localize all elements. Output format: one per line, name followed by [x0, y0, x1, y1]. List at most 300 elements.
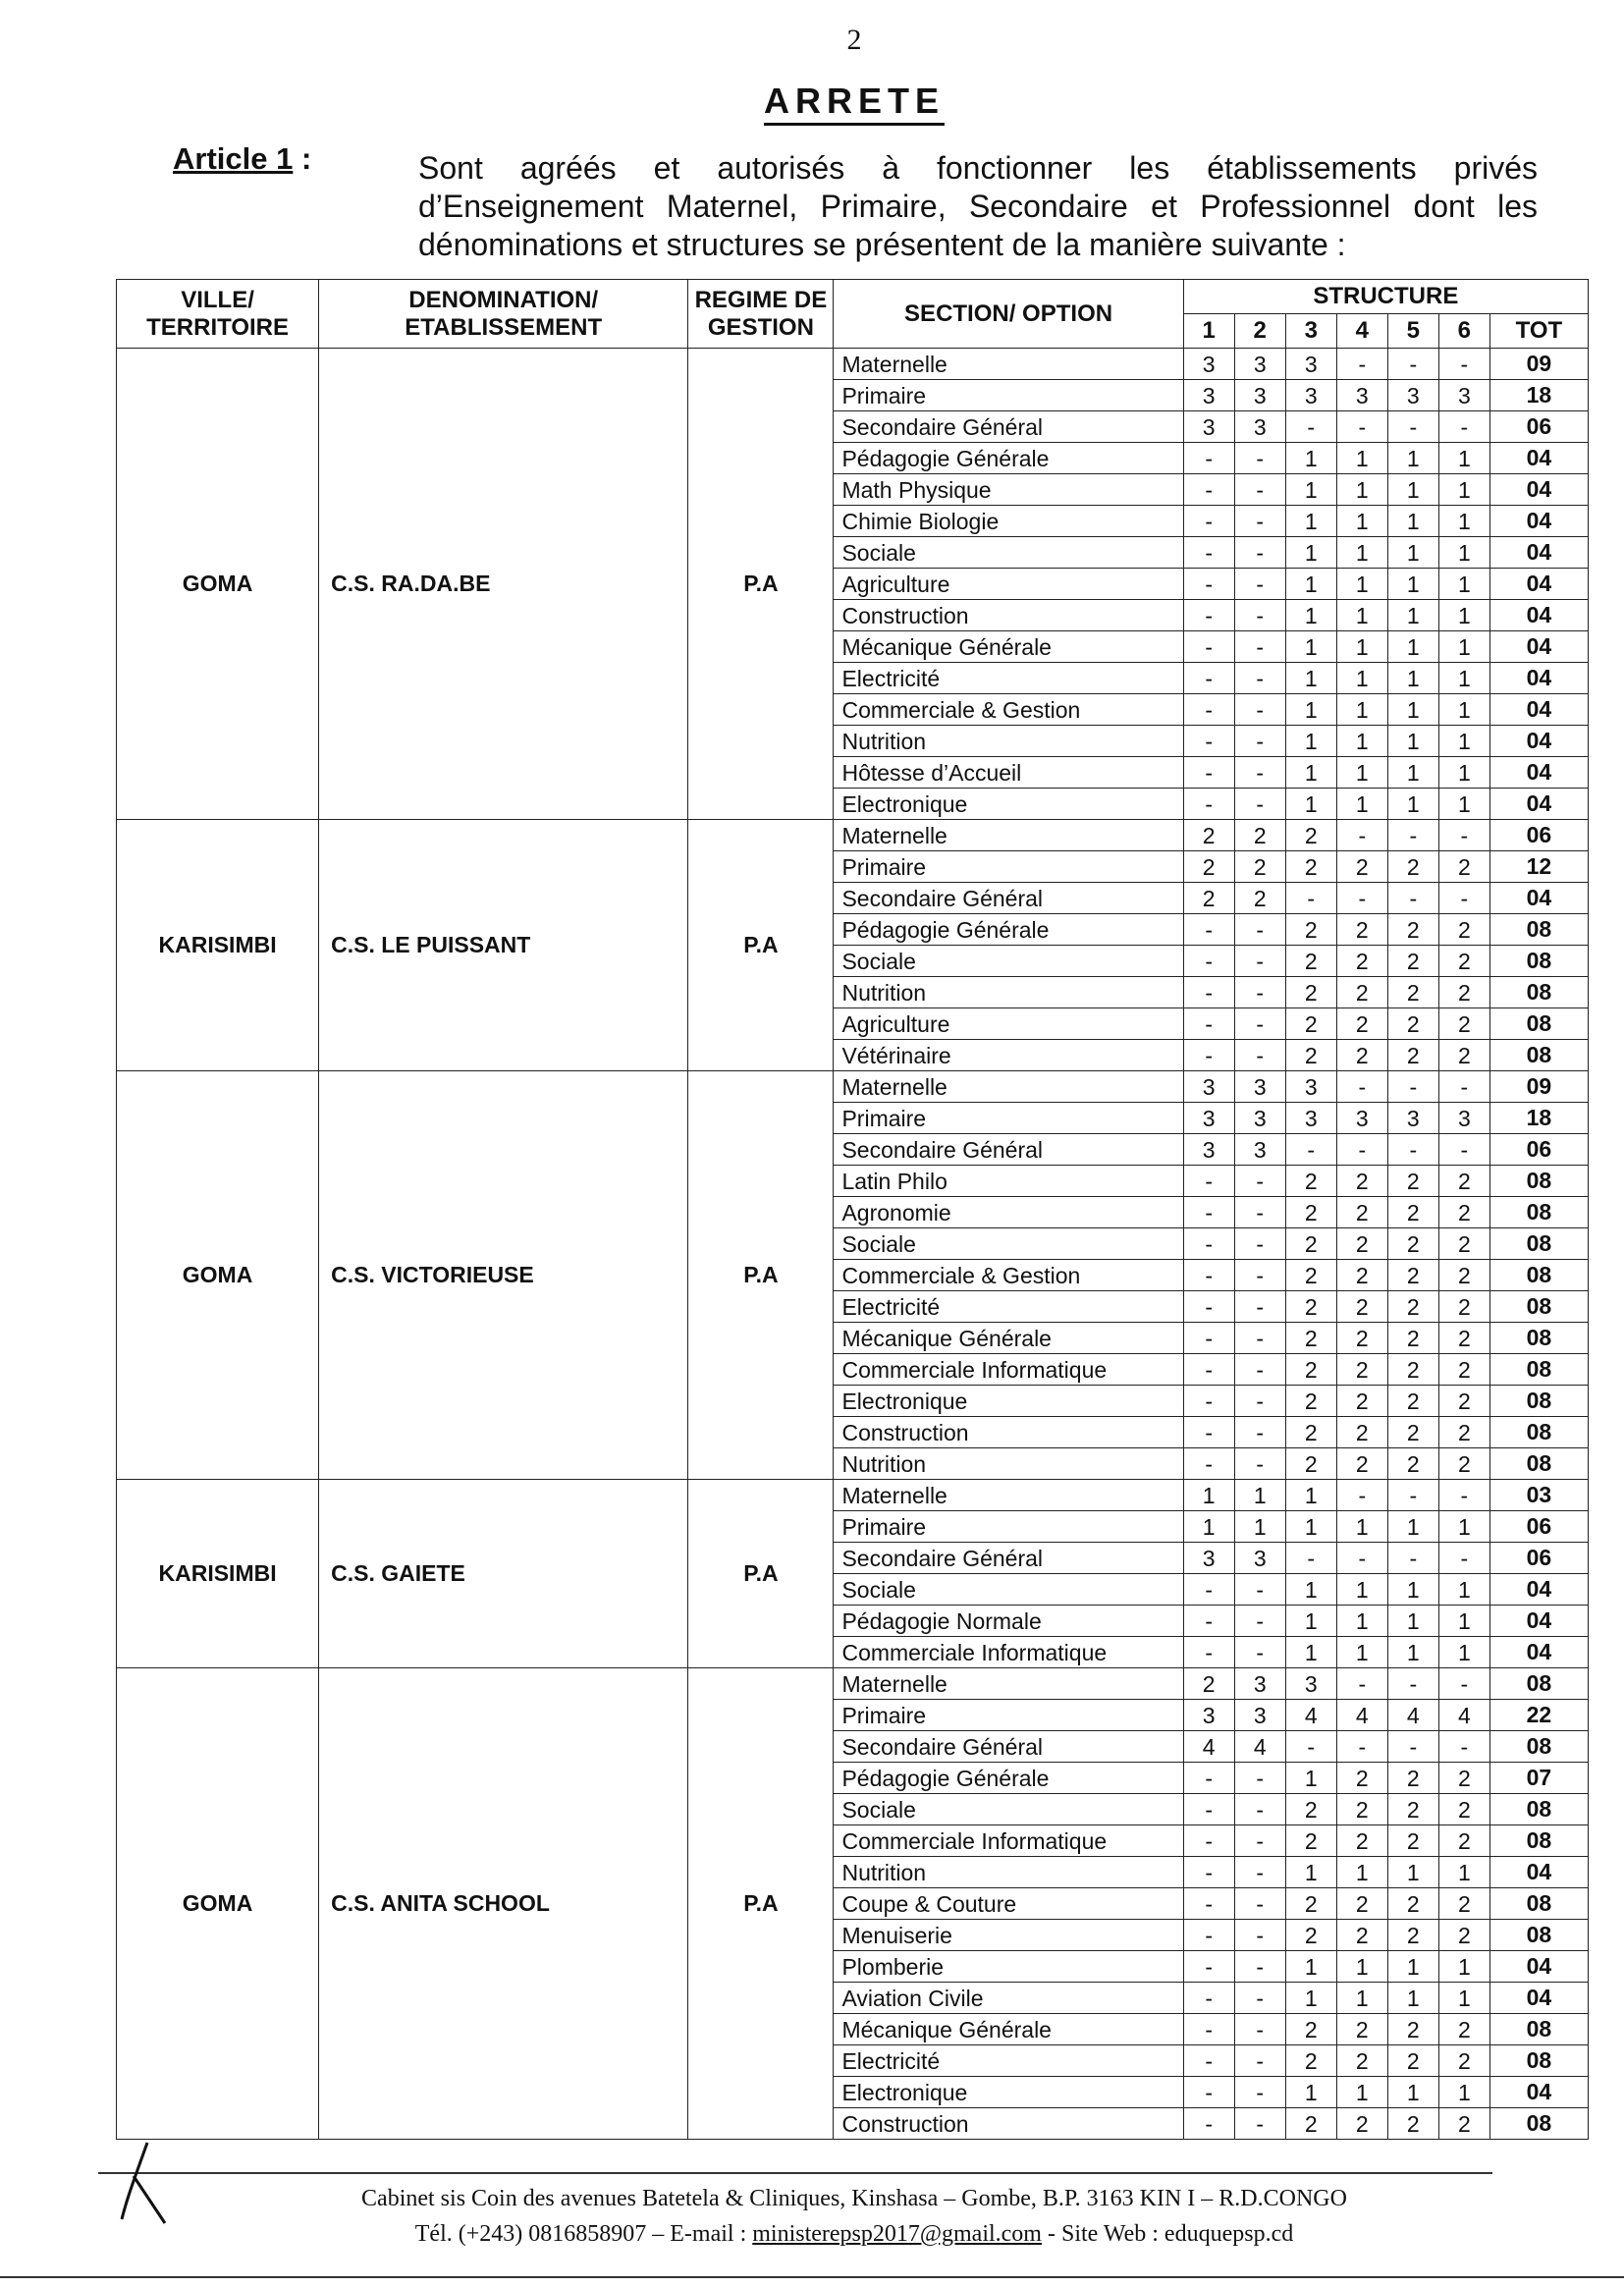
article-text: Sont agréés et autorisés à fonctionner les établissements privés d’Enseignement Maternel, Primaire, Secondaire et Professionnel dont les dénominations et structures se présentent de la manière suivante : — [418, 150, 1538, 262]
structure-cell: 2 — [1285, 1888, 1336, 1920]
structure-cell: 1 — [1438, 757, 1489, 789]
structure-cell: 2 — [1285, 1920, 1336, 1951]
option-cell: Sociale — [834, 537, 1183, 569]
structure-cell: 1 — [1285, 1763, 1336, 1794]
structure-cell: 1 — [1387, 600, 1438, 631]
option-cell: Primaire — [834, 1511, 1183, 1543]
table-row — [117, 1071, 1589, 1103]
structure-cell: 2 — [1438, 914, 1489, 946]
structure-cell: - — [1183, 1857, 1234, 1888]
option-cell: Construction — [834, 600, 1183, 631]
structure-cell: - — [1285, 883, 1336, 914]
structure-cell: 1 — [1285, 443, 1336, 474]
structure-cell: - — [1183, 537, 1234, 569]
structure-cell: - — [1183, 1228, 1234, 1260]
structure-cell: 2 — [1336, 1794, 1387, 1825]
structure-cell: - — [1234, 1197, 1285, 1228]
structure-cell: 4 — [1183, 1731, 1234, 1763]
structure-cell: 2 — [1285, 946, 1336, 977]
total-cell: 06 — [1489, 1543, 1588, 1574]
structure-cell: 2 — [1336, 1323, 1387, 1354]
structure-cell: 1 — [1387, 2077, 1438, 2108]
structure-cell: 2 — [1387, 977, 1438, 1008]
structure-cell: 3 — [1234, 1543, 1285, 1574]
structure-cell: 1 — [1438, 694, 1489, 726]
footer-address: Cabinet sis Coin des avenues Batetela & Cliniques, Kinshasa – Gombe, B.P. 3163 KIN I – R.D.CONGO — [361, 2186, 1347, 2211]
structure-cell: 2 — [1285, 1825, 1336, 1857]
structure-cell: - — [1336, 820, 1387, 851]
structure-cell: 2 — [1234, 820, 1285, 851]
regime-cell: P.A — [688, 820, 834, 1071]
structure-cell: 1 — [1285, 600, 1336, 631]
option-cell: Primaire — [834, 1103, 1183, 1134]
option-cell: Sociale — [834, 946, 1183, 977]
structure-cell: 1 — [1285, 537, 1336, 569]
structure-cell: 2 — [1336, 1008, 1387, 1040]
total-cell: 08 — [1489, 1417, 1588, 1448]
table-body — [117, 349, 1589, 2140]
total-cell: 04 — [1489, 1951, 1588, 1983]
structure-cell: 1 — [1336, 1951, 1387, 1983]
total-cell: 08 — [1489, 1920, 1588, 1951]
total-cell: 18 — [1489, 1103, 1588, 1134]
option-cell: Commerciale Informatique — [834, 1825, 1183, 1857]
structure-cell: 1 — [1234, 1511, 1285, 1543]
structure-cell: 2 — [1387, 1040, 1438, 1071]
total-cell: 08 — [1489, 1291, 1588, 1323]
structure-cell: 2 — [1438, 1166, 1489, 1197]
structure-cell: - — [1183, 1260, 1234, 1291]
structure-cell: - — [1336, 883, 1387, 914]
article-colon: : — [300, 141, 312, 176]
total-cell: 08 — [1489, 2045, 1588, 2077]
option-cell: Secondaire Général — [834, 411, 1183, 443]
structure-cell: 4 — [1387, 1700, 1438, 1731]
structure-cell: - — [1183, 1040, 1234, 1071]
structure-cell: - — [1183, 1574, 1234, 1606]
structure-cell: 2 — [1438, 946, 1489, 977]
structure-cell: 2 — [1438, 977, 1489, 1008]
structure-cell: 2 — [1438, 1888, 1489, 1920]
denomination-cell: C.S. RA.DA.BE — [319, 349, 688, 820]
structure-cell: - — [1387, 1731, 1438, 1763]
structure-cell: 3 — [1183, 1543, 1234, 1574]
header-col-4: 4 — [1336, 314, 1387, 349]
structure-cell: 2 — [1387, 946, 1438, 977]
structure-cell: - — [1234, 1008, 1285, 1040]
structure-cell: 1 — [1183, 1480, 1234, 1511]
structure-cell: 1 — [1285, 1606, 1336, 1637]
structure-cell: 2 — [1285, 820, 1336, 851]
structure-cell: 1 — [1387, 1637, 1438, 1668]
structure-cell: 2 — [1285, 2108, 1336, 2140]
option-cell: Electronique — [834, 2077, 1183, 2108]
structure-cell: 1 — [1285, 663, 1336, 694]
total-cell: 04 — [1489, 2077, 1588, 2108]
header-col-2: 2 — [1234, 314, 1285, 349]
structure-cell: - — [1183, 2077, 1234, 2108]
structure-cell: 2 — [1438, 2014, 1489, 2045]
structure-cell: 3 — [1234, 1700, 1285, 1731]
table-row — [117, 349, 1589, 380]
structure-cell: 1 — [1336, 726, 1387, 757]
header-col-1: 1 — [1183, 314, 1234, 349]
structure-cell: - — [1234, 1417, 1285, 1448]
total-cell: 06 — [1489, 1511, 1588, 1543]
structure-cell: - — [1183, 506, 1234, 537]
ville-cell: GOMA — [117, 1668, 319, 2140]
structure-cell: 1 — [1285, 1480, 1336, 1511]
structure-cell: 1 — [1336, 1983, 1387, 2014]
structure-cell: - — [1183, 2108, 1234, 2140]
structure-cell: - — [1234, 2108, 1285, 2140]
structure-cell: - — [1183, 694, 1234, 726]
structure-cell: 2 — [1336, 1197, 1387, 1228]
structure-cell: 1 — [1387, 443, 1438, 474]
structure-cell: 1 — [1336, 537, 1387, 569]
total-cell: 04 — [1489, 883, 1588, 914]
structure-cell: 1 — [1387, 1951, 1438, 1983]
structure-cell: 1 — [1438, 789, 1489, 820]
structure-cell: - — [1234, 1794, 1285, 1825]
structure-cell: 1 — [1234, 1480, 1285, 1511]
structure-cell: - — [1183, 1354, 1234, 1386]
structure-cell: 3 — [1234, 380, 1285, 411]
article-label-text: Article 1 — [173, 141, 294, 176]
total-cell: 08 — [1489, 1794, 1588, 1825]
structure-cell: 4 — [1285, 1700, 1336, 1731]
structure-cell: 2 — [1183, 851, 1234, 883]
structure-cell: 3 — [1438, 1103, 1489, 1134]
structure-cell: 1 — [1438, 474, 1489, 506]
structure-cell: - — [1234, 474, 1285, 506]
structure-cell: 1 — [1438, 537, 1489, 569]
total-cell: 04 — [1489, 663, 1588, 694]
structure-cell: - — [1183, 1291, 1234, 1323]
structure-cell: - — [1234, 1574, 1285, 1606]
structure-cell: 2 — [1438, 1794, 1489, 1825]
option-cell: Mécanique Générale — [834, 1323, 1183, 1354]
structure-cell: 1 — [1336, 631, 1387, 663]
establishments-table — [116, 279, 1589, 2140]
structure-cell: - — [1183, 600, 1234, 631]
structure-cell: 4 — [1438, 1700, 1489, 1731]
structure-cell: 1 — [1438, 726, 1489, 757]
structure-cell: 2 — [1285, 2045, 1336, 2077]
structure-cell: 2 — [1438, 1920, 1489, 1951]
structure-cell: 1 — [1387, 1857, 1438, 1888]
structure-cell: - — [1387, 820, 1438, 851]
option-cell: Pédagogie Normale — [834, 1606, 1183, 1637]
option-cell: Maternelle — [834, 820, 1183, 851]
structure-cell: 2 — [1387, 1417, 1438, 1448]
header-ville: VILLE/ TERRITOIRE — [117, 280, 319, 349]
option-cell: Nutrition — [834, 977, 1183, 1008]
structure-cell: - — [1183, 1323, 1234, 1354]
structure-cell: 1 — [1438, 443, 1489, 474]
total-cell: 09 — [1489, 349, 1588, 380]
structure-cell: 1 — [1387, 663, 1438, 694]
structure-cell: 2 — [1285, 1260, 1336, 1291]
structure-cell: 1 — [1387, 694, 1438, 726]
structure-cell: 2 — [1336, 1228, 1387, 1260]
structure-cell: 1 — [1387, 726, 1438, 757]
total-cell: 06 — [1489, 411, 1588, 443]
structure-cell: 2 — [1336, 914, 1387, 946]
structure-cell: 2 — [1285, 1386, 1336, 1417]
structure-cell: - — [1387, 1668, 1438, 1700]
structure-cell: 1 — [1336, 506, 1387, 537]
total-cell: 04 — [1489, 569, 1588, 600]
footer-email-link[interactable]: ministerepsp2017@gmail.com — [752, 2221, 1042, 2247]
denomination-cell: C.S. LE PUISSANT — [319, 820, 688, 1071]
structure-cell: 3 — [1234, 411, 1285, 443]
option-cell: Math Physique — [834, 474, 1183, 506]
option-cell: Maternelle — [834, 349, 1183, 380]
structure-cell: - — [1234, 2045, 1285, 2077]
option-cell: Coupe & Couture — [834, 1888, 1183, 1920]
structure-cell: 1 — [1285, 1983, 1336, 2014]
structure-cell: - — [1183, 663, 1234, 694]
option-cell: Primaire — [834, 380, 1183, 411]
structure-cell: 2 — [1285, 1008, 1336, 1040]
structure-cell: - — [1234, 569, 1285, 600]
structure-cell: 1 — [1387, 569, 1438, 600]
structure-cell: 1 — [1285, 789, 1336, 820]
structure-cell: 1 — [1438, 631, 1489, 663]
structure-cell: - — [1438, 883, 1489, 914]
structure-cell: - — [1387, 1071, 1438, 1103]
structure-cell: - — [1234, 726, 1285, 757]
structure-cell: 1 — [1285, 506, 1336, 537]
structure-cell: 1 — [1336, 474, 1387, 506]
structure-cell: - — [1183, 569, 1234, 600]
structure-cell: 3 — [1183, 411, 1234, 443]
structure-cell: 1 — [1387, 631, 1438, 663]
structure-cell: 1 — [1387, 789, 1438, 820]
structure-cell: 2 — [1438, 1260, 1489, 1291]
option-cell: Secondaire Général — [834, 1731, 1183, 1763]
option-cell: Vétérinaire — [834, 1040, 1183, 1071]
structure-cell: 1 — [1336, 1857, 1387, 1888]
structure-cell: - — [1234, 1606, 1285, 1637]
page-title — [0, 81, 1624, 122]
structure-cell: 1 — [1336, 789, 1387, 820]
structure-cell: - — [1285, 1731, 1336, 1763]
structure-cell: 2 — [1183, 820, 1234, 851]
structure-cell: 1 — [1438, 1951, 1489, 1983]
total-cell: 03 — [1489, 1480, 1588, 1511]
structure-cell: 2 — [1285, 1794, 1336, 1825]
structure-cell: 1 — [1336, 443, 1387, 474]
structure-cell: 4 — [1234, 1731, 1285, 1763]
structure-cell: 2 — [1438, 1354, 1489, 1386]
total-cell: 04 — [1489, 1857, 1588, 1888]
structure-cell: 3 — [1285, 1668, 1336, 1700]
structure-cell: 2 — [1336, 1763, 1387, 1794]
structure-cell: 2 — [1336, 2045, 1387, 2077]
structure-cell: 2 — [1387, 914, 1438, 946]
structure-cell: 2 — [1336, 1920, 1387, 1951]
structure-cell: 1 — [1438, 1637, 1489, 1668]
structure-cell: - — [1438, 820, 1489, 851]
structure-cell: 1 — [1285, 694, 1336, 726]
total-cell: 04 — [1489, 631, 1588, 663]
structure-cell: - — [1234, 1763, 1285, 1794]
structure-cell: 1 — [1438, 1606, 1489, 1637]
structure-cell: - — [1234, 631, 1285, 663]
structure-cell: 2 — [1285, 1197, 1336, 1228]
total-cell: 08 — [1489, 977, 1588, 1008]
structure-cell: 2 — [1438, 1323, 1489, 1354]
structure-cell: 1 — [1387, 1606, 1438, 1637]
structure-cell: - — [1336, 1134, 1387, 1166]
structure-cell: 4 — [1336, 1700, 1387, 1731]
total-cell: 04 — [1489, 1637, 1588, 1668]
structure-cell: 1 — [1285, 726, 1336, 757]
structure-cell: 1 — [1387, 757, 1438, 789]
structure-cell: - — [1387, 883, 1438, 914]
total-cell: 04 — [1489, 1574, 1588, 1606]
structure-cell: 2 — [1438, 1008, 1489, 1040]
structure-cell: 3 — [1285, 349, 1336, 380]
article-label — [173, 141, 311, 177]
structure-cell: - — [1183, 1166, 1234, 1197]
option-cell: Pédagogie Générale — [834, 443, 1183, 474]
structure-cell: - — [1336, 1731, 1387, 1763]
option-cell: Construction — [834, 1417, 1183, 1448]
option-cell: Electricité — [834, 663, 1183, 694]
title-text: ARRETE — [764, 81, 945, 126]
structure-cell: - — [1387, 1543, 1438, 1574]
total-cell: 08 — [1489, 1260, 1588, 1291]
structure-cell: 1 — [1336, 1637, 1387, 1668]
structure-cell: 1 — [1336, 2077, 1387, 2108]
structure-cell: 2 — [1234, 883, 1285, 914]
structure-cell: 3 — [1183, 1134, 1234, 1166]
total-cell: 04 — [1489, 537, 1588, 569]
structure-cell: 1 — [1285, 569, 1336, 600]
option-cell: Sociale — [834, 1794, 1183, 1825]
structure-cell: 2 — [1387, 1197, 1438, 1228]
structure-cell: - — [1285, 1543, 1336, 1574]
option-cell: Mécanique Générale — [834, 2014, 1183, 2045]
table-row — [117, 1668, 1589, 1700]
structure-cell: 2 — [1387, 1920, 1438, 1951]
structure-cell: 2 — [1438, 2108, 1489, 2140]
structure-cell: - — [1183, 1197, 1234, 1228]
structure-cell: - — [1183, 1417, 1234, 1448]
structure-cell: - — [1336, 1668, 1387, 1700]
structure-cell: - — [1234, 1228, 1285, 1260]
option-cell: Plomberie — [834, 1951, 1183, 1983]
option-cell: Sociale — [834, 1228, 1183, 1260]
structure-cell: - — [1234, 1888, 1285, 1920]
structure-cell: - — [1438, 1668, 1489, 1700]
structure-cell: 1 — [1183, 1511, 1234, 1543]
structure-cell: 2 — [1387, 1291, 1438, 1323]
structure-cell: - — [1183, 1008, 1234, 1040]
total-cell: 18 — [1489, 380, 1588, 411]
structure-cell: 2 — [1438, 2045, 1489, 2077]
structure-cell: 2 — [1438, 1040, 1489, 1071]
total-cell: 08 — [1489, 1040, 1588, 1071]
total-cell: 08 — [1489, 1386, 1588, 1417]
total-cell: 08 — [1489, 1825, 1588, 1857]
option-cell: Sociale — [834, 1574, 1183, 1606]
option-cell: Agriculture — [834, 1008, 1183, 1040]
structure-cell: 2 — [1387, 1008, 1438, 1040]
total-cell: 08 — [1489, 946, 1588, 977]
structure-cell: - — [1183, 726, 1234, 757]
structure-cell: 1 — [1285, 1637, 1336, 1668]
structure-cell: - — [1438, 1480, 1489, 1511]
structure-cell: - — [1183, 443, 1234, 474]
structure-cell: 2 — [1183, 883, 1234, 914]
structure-cell: - — [1234, 1637, 1285, 1668]
structure-cell: 3 — [1438, 380, 1489, 411]
structure-cell: 1 — [1336, 1511, 1387, 1543]
footer-contact — [0, 2221, 1624, 2248]
structure-cell: - — [1234, 506, 1285, 537]
structure-cell: 3 — [1234, 1071, 1285, 1103]
structure-cell: 2 — [1285, 1166, 1336, 1197]
structure-cell: 2 — [1285, 2014, 1336, 2045]
structure-cell: - — [1183, 1825, 1234, 1857]
structure-cell: - — [1234, 694, 1285, 726]
total-cell: 12 — [1489, 851, 1588, 883]
total-cell: 04 — [1489, 757, 1588, 789]
denomination-cell: C.S. VICTORIEUSE — [319, 1071, 688, 1480]
structure-cell: 2 — [1387, 1228, 1438, 1260]
total-cell: 08 — [1489, 1888, 1588, 1920]
denomination-cell: C.S. ANITA SCHOOL — [319, 1668, 688, 2140]
structure-cell: - — [1285, 1134, 1336, 1166]
structure-cell: 1 — [1438, 600, 1489, 631]
structure-cell: 2 — [1387, 1763, 1438, 1794]
total-cell: 22 — [1489, 1700, 1588, 1731]
total-cell: 04 — [1489, 1983, 1588, 2014]
structure-cell: - — [1234, 1260, 1285, 1291]
structure-cell: 2 — [1336, 1166, 1387, 1197]
structure-cell: 3 — [1285, 1103, 1336, 1134]
structure-cell: - — [1183, 977, 1234, 1008]
structure-cell: 1 — [1438, 1857, 1489, 1888]
total-cell: 08 — [1489, 2108, 1588, 2140]
denomination-cell: C.S. GAIETE — [319, 1480, 688, 1668]
structure-cell: 2 — [1438, 1763, 1489, 1794]
structure-cell: - — [1183, 789, 1234, 820]
structure-cell: 1 — [1336, 694, 1387, 726]
structure-cell: - — [1183, 1763, 1234, 1794]
structure-cell: 2 — [1387, 851, 1438, 883]
option-cell: Latin Philo — [834, 1166, 1183, 1197]
regime-cell: P.A — [688, 349, 834, 820]
structure-cell: - — [1234, 946, 1285, 977]
structure-cell: - — [1234, 1040, 1285, 1071]
structure-cell: 2 — [1336, 1354, 1387, 1386]
total-cell: 04 — [1489, 506, 1588, 537]
structure-cell: 1 — [1387, 506, 1438, 537]
regime-cell: P.A — [688, 1480, 834, 1668]
total-cell: 08 — [1489, 1197, 1588, 1228]
structure-cell: 1 — [1387, 474, 1438, 506]
structure-cell: 1 — [1285, 2077, 1336, 2108]
structure-cell: 2 — [1438, 1448, 1489, 1480]
header-col-tot: TOT — [1489, 314, 1588, 349]
total-cell: 04 — [1489, 694, 1588, 726]
structure-cell: - — [1387, 1134, 1438, 1166]
